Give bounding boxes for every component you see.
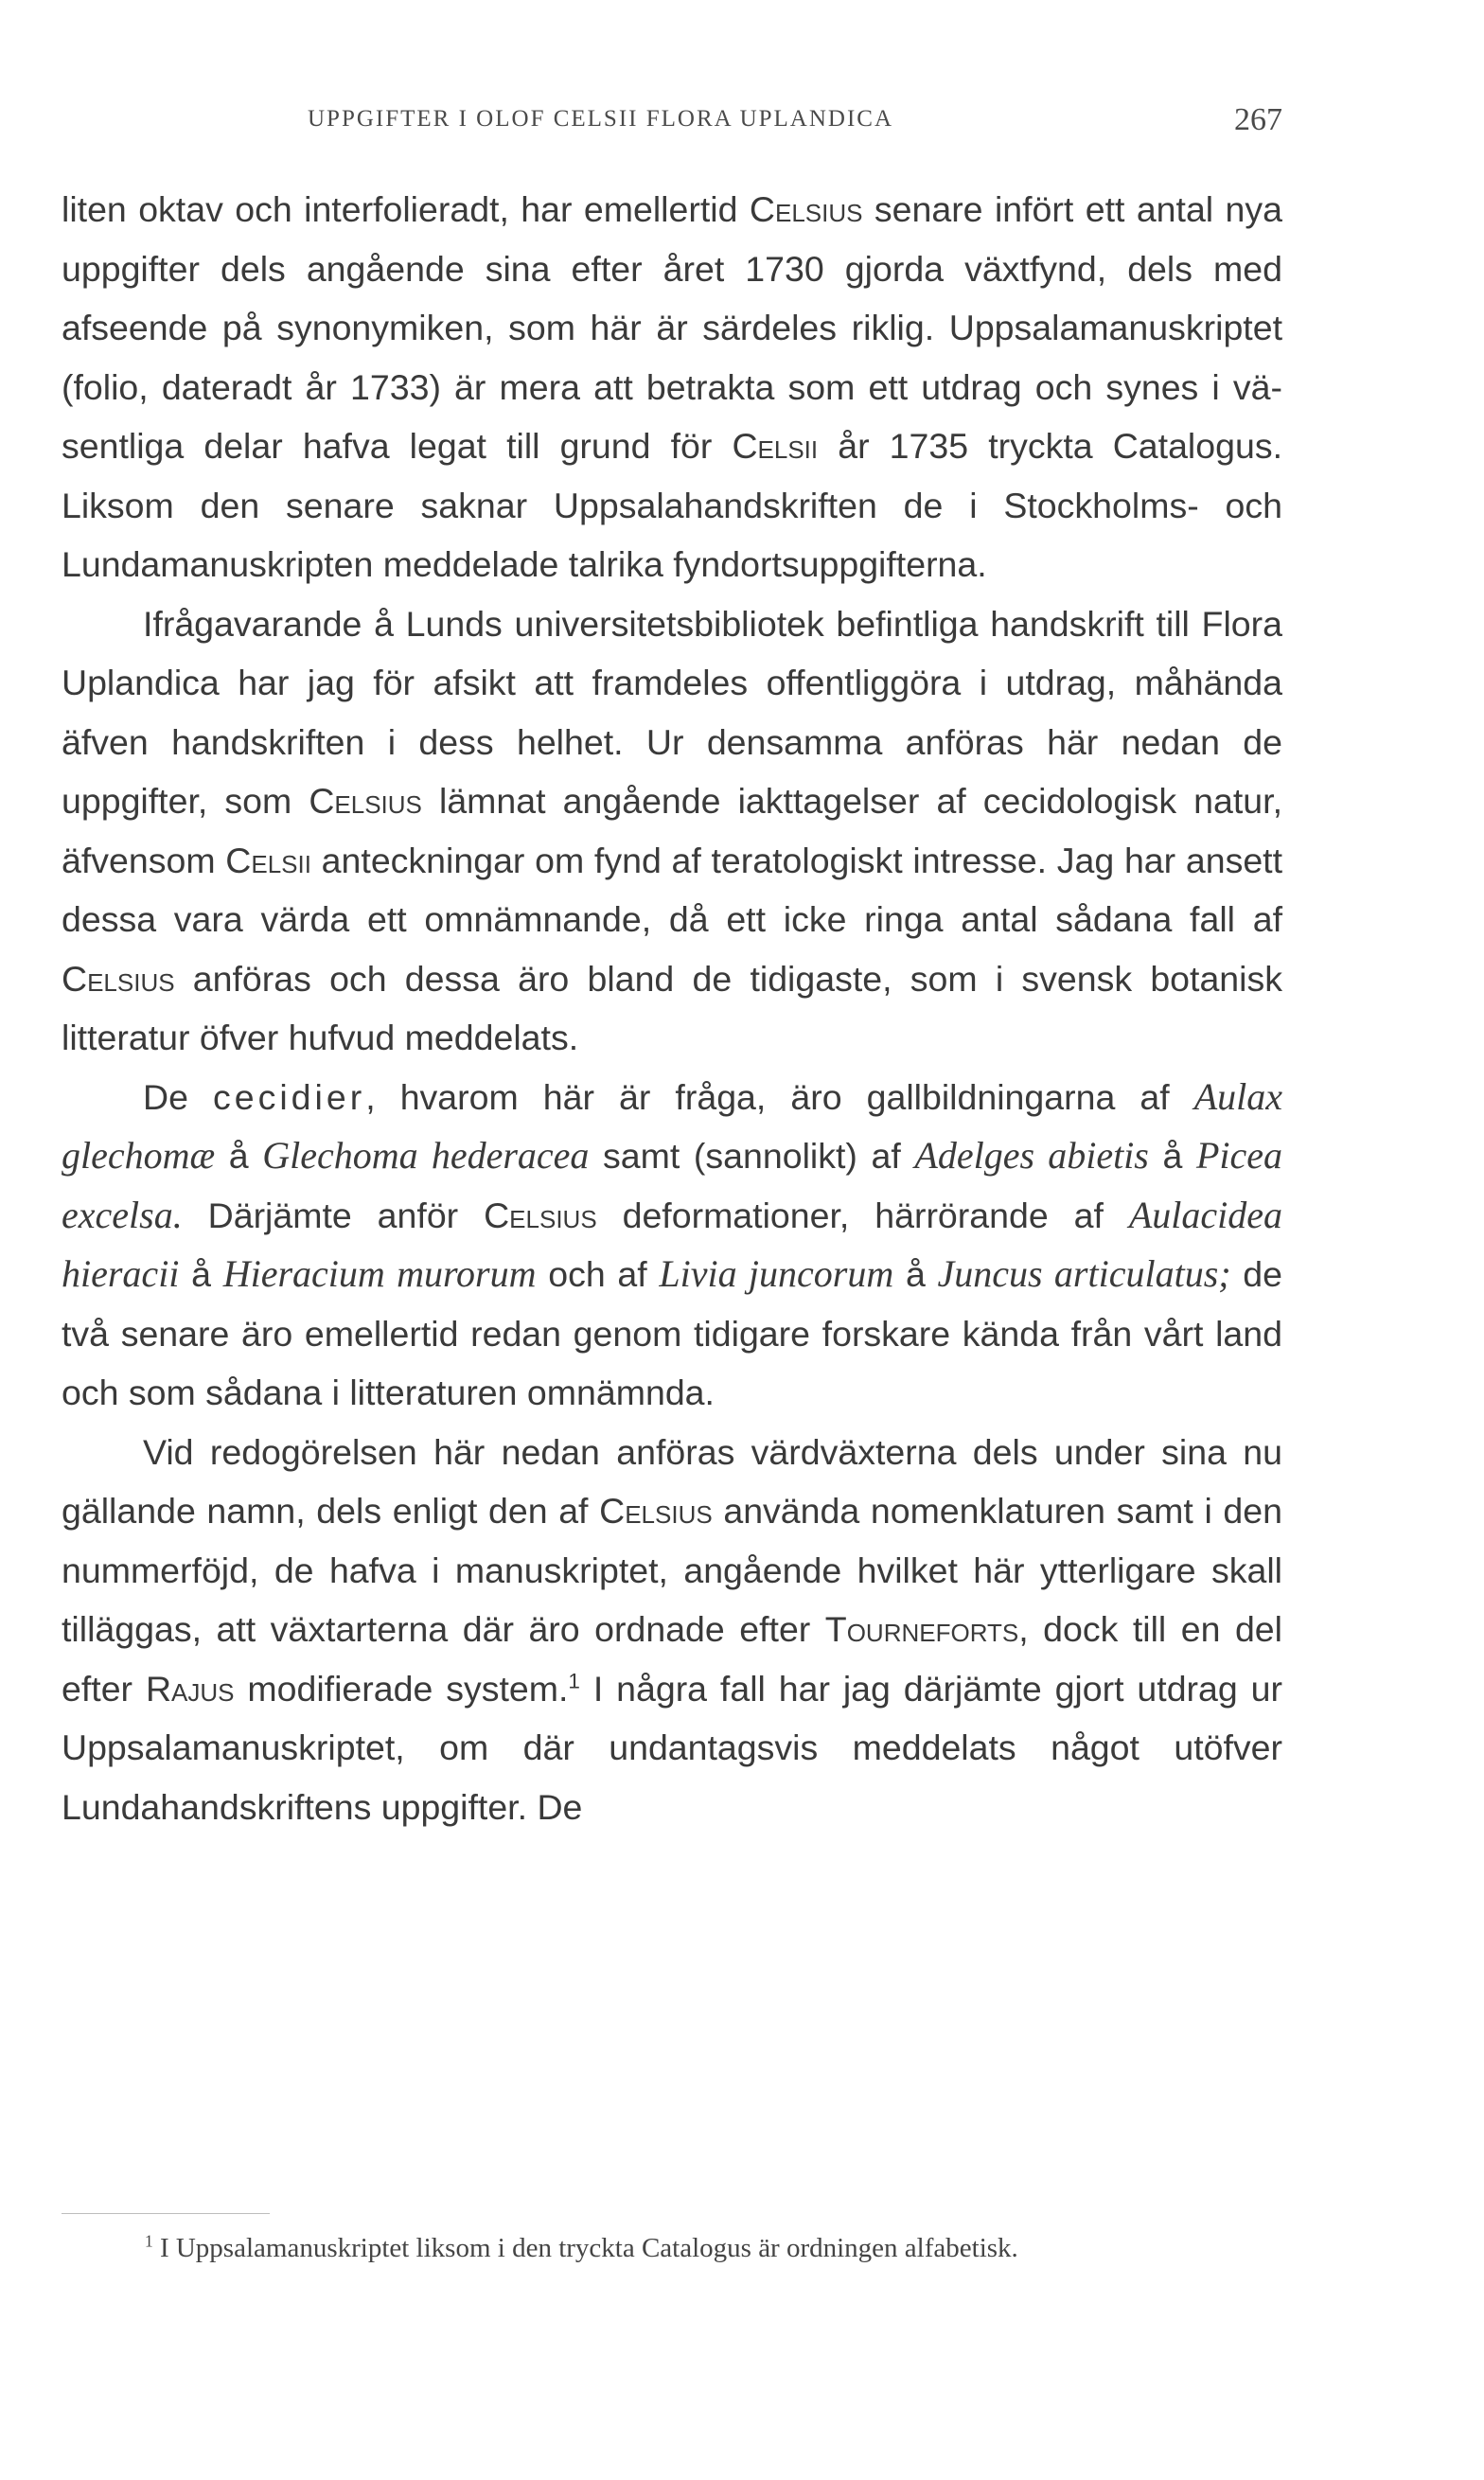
text-run: å bbox=[1148, 1136, 1196, 1176]
text-run: Därjämte anför bbox=[182, 1195, 485, 1235]
text-run: I några fall har jag därjämte gjort utdrag ur Uppsalamanuskriptet, om där undantagsvis meddelats något utöfver Lundahandskriftens uppgifter. De bbox=[62, 1668, 1282, 1827]
author-name: Tourneforts bbox=[824, 1609, 1019, 1649]
author-name: Celsius bbox=[309, 781, 422, 821]
text-run: de två senare äro emellertid redan genom tidigare forskare kända från vårt land och som sådana i litteraturen omnämnda. bbox=[62, 1254, 1283, 1412]
paragraph-3 bbox=[62, 1068, 1282, 1423]
footnote-mark: 1 bbox=[145, 2231, 153, 2251]
text-run: å bbox=[893, 1254, 938, 1294]
text-run: senare infört ett antal nya uppgifter dels angående sina efter året 1730 gjorda växtfynd, dels med afseende på synonymiken, som här är särdeles riklig. Uppsalamanuskriptet (folio, dateradt år 1733) är mera att betrakta som ett utdrag och synes i väsentliga delar hafva legat till grund för bbox=[62, 189, 1283, 466]
text-run: Vid redogörelsen här nedan anföras värdväxterna dels under sina nu gällande namn, dels enligt den af bbox=[62, 1431, 1282, 1531]
footnote bbox=[62, 2226, 1282, 2271]
paragraph-2 bbox=[62, 594, 1282, 1068]
text-run: , hvarom här är fråga, äro gallbildningarna af bbox=[365, 1076, 1194, 1117]
spaced-term: cecidier bbox=[213, 1076, 366, 1117]
species-name: Aulax glechomæ bbox=[62, 1074, 1283, 1177]
author-name: Celsii bbox=[225, 840, 311, 880]
text-run: deformationer, härrörande af bbox=[596, 1195, 1129, 1235]
page-number: 267 bbox=[1234, 102, 1282, 137]
text-run: Ifrågavarande å Lunds universitetsbibliotek befintliga handskrift till Flora Uplandica har jag för afsikt att framdeles offentliggöra i utdrag, måhända äfven handskriften i dess helhet. Ur densamma anföras här nedan de uppgifter, som bbox=[62, 603, 1282, 821]
species-name: Glechoma hederacea bbox=[262, 1134, 590, 1177]
text-run: anföras och dessa äro bland de tidigaste, som i svensk botanisk litteratur öfver hufvud meddelats. bbox=[62, 958, 1282, 1057]
text-run: använda nomenklaturen samt i den nummerföjd, de hafva i manuskriptet, angående hvilket här ytterligare skall tilläggas, att växtarterna där äro ordnade efter bbox=[62, 1491, 1282, 1649]
footnote-text: I Uppsalamanuskriptet liksom i den tryckta Catalogus är ordningen alfabetisk. bbox=[152, 2233, 1018, 2263]
text-run: å bbox=[179, 1254, 223, 1294]
paragraph-4 bbox=[62, 1423, 1282, 1837]
species-name: Aulacidea hieracii bbox=[62, 1193, 1283, 1295]
species-name: Juncus articulatus; bbox=[937, 1252, 1231, 1295]
author-name: Celsius bbox=[749, 189, 863, 229]
text-run: , dock till en del efter bbox=[62, 1609, 1282, 1709]
running-head: UPPGIFTER I OLOF CELSII FLORA UPLANDICA bbox=[308, 106, 894, 132]
author-name: Rajus bbox=[145, 1668, 235, 1709]
species-name: Adelges abietis bbox=[914, 1134, 1149, 1177]
footnote-rule bbox=[62, 2213, 270, 2214]
species-name: Picea excelsa. bbox=[62, 1134, 1282, 1236]
paragraph-1 bbox=[62, 180, 1282, 594]
species-name: Hieracium murorum bbox=[222, 1252, 537, 1295]
author-name: Celsii bbox=[732, 426, 819, 466]
text-run: modifierade system. bbox=[234, 1668, 569, 1709]
text-run: samt (sannolikt) af bbox=[589, 1136, 915, 1176]
species-name: Livia juncorum bbox=[659, 1252, 894, 1295]
text-run: De bbox=[143, 1076, 213, 1117]
body-text bbox=[62, 180, 1282, 1836]
text-run: å bbox=[215, 1136, 263, 1176]
text-run: år 1735 tryckta Catalogus. Liksom den senare saknar Uppsalahandskriften de i Stockholms- och Lundamanuskripten meddelade talrika fyndortsuppgifterna. bbox=[62, 426, 1282, 584]
author-name: Celsius bbox=[599, 1491, 713, 1531]
text-run: och af bbox=[536, 1254, 660, 1294]
text-run: liten oktav och interfolieradt, har emellertid bbox=[62, 189, 750, 229]
footnote-reference[interactable]: 1 bbox=[568, 1669, 580, 1692]
text-run: lämnat angående iakttagelser af cecidologisk natur, äfvensom bbox=[62, 781, 1282, 880]
author-name: Celsius bbox=[484, 1195, 597, 1235]
author-name: Celsius bbox=[62, 958, 175, 999]
page-header bbox=[62, 102, 1282, 144]
text-run: anteckningar om fynd af teratologiskt intresse. Jag har ansett dessa vara värda ett omnämnande, då ett icke ringa antal sådana fall af bbox=[62, 840, 1283, 939]
